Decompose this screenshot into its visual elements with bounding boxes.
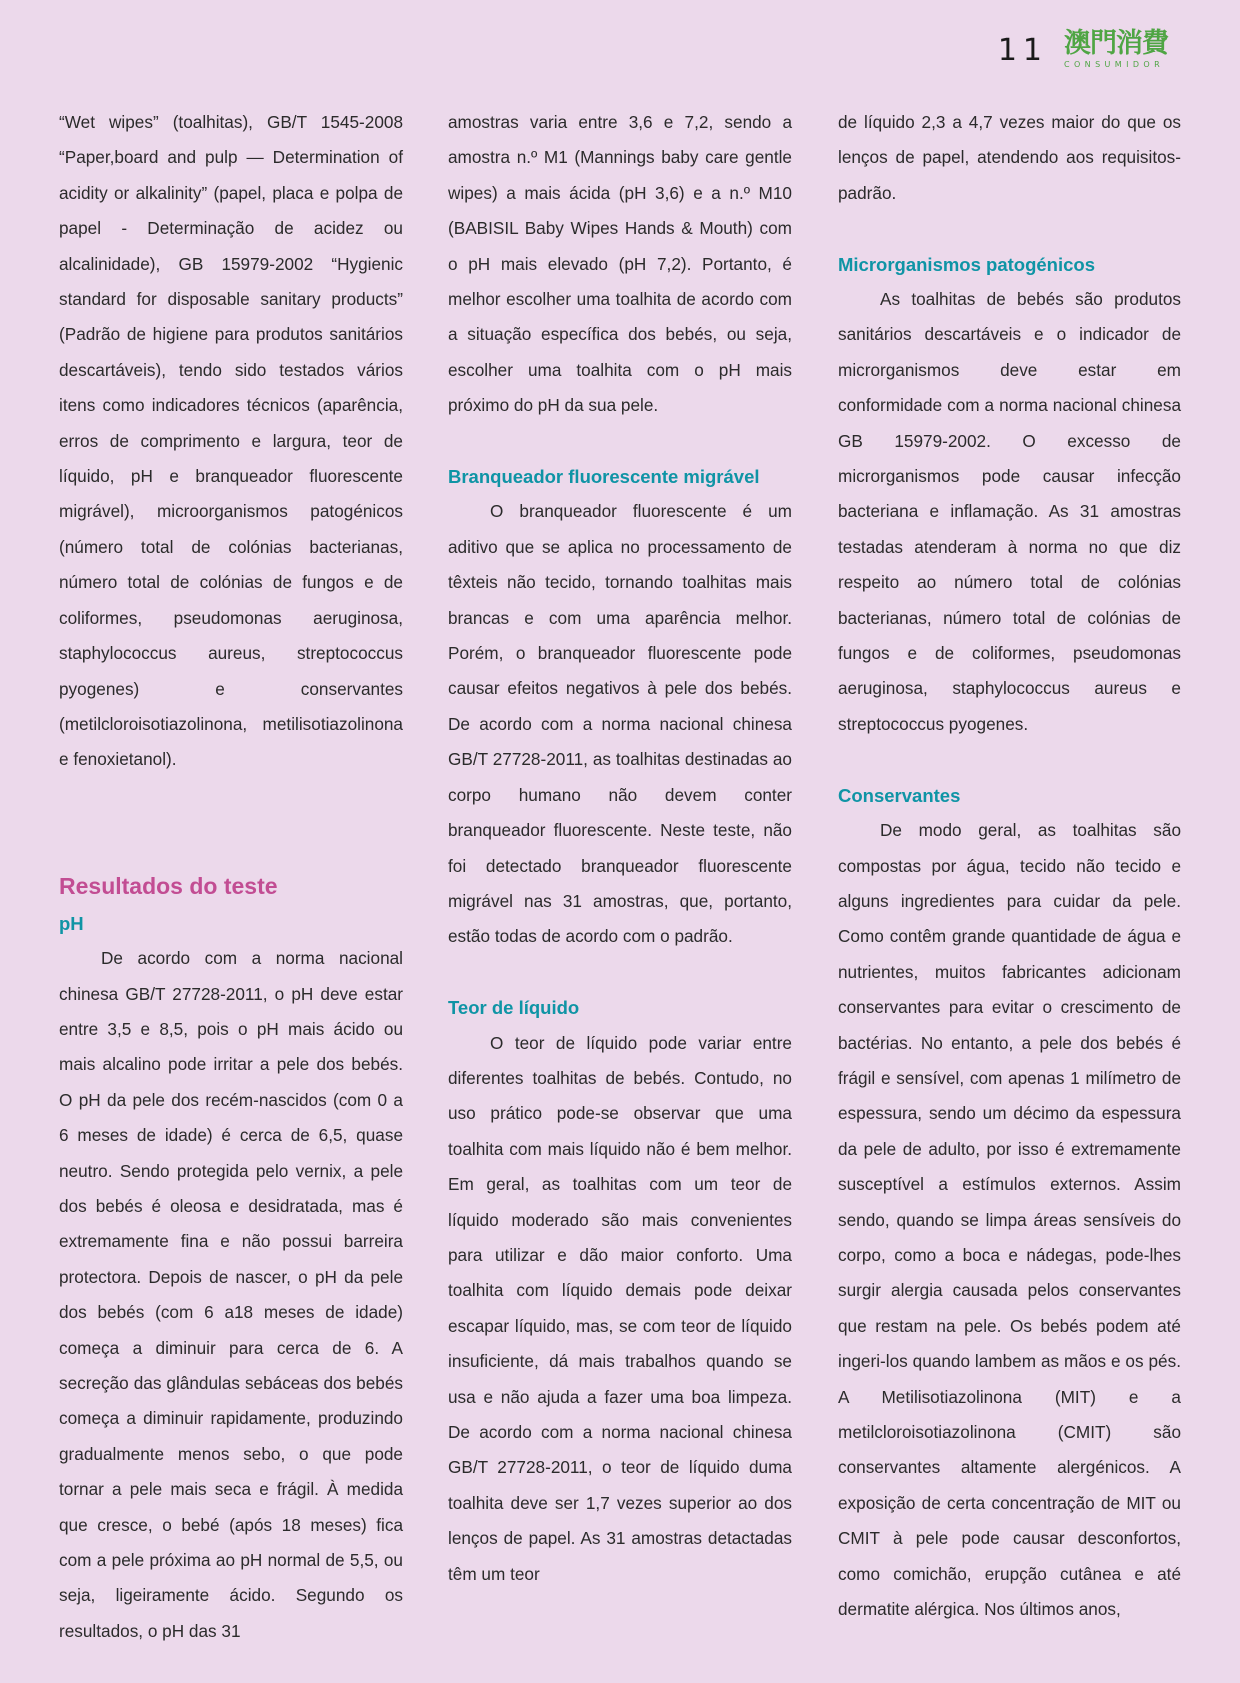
page-header — [998, 30, 1182, 80]
microorganisms-heading: Microrganismos patogénicos — [838, 253, 1095, 275]
logo-title: 澳門消費 — [1064, 28, 1168, 59]
fluorescent-heading: Branqueador fluorescente migrável — [448, 466, 760, 488]
preservatives-paragraph: De modo geral, as toalhitas são compostas por água, tecido não tecido e alguns ingredientes para cuidar da pele. Como contêm grande quantidade de água e nutrientes, muitos fabricantes adicionam conservantes para evitar o crescimento de bactérias. No entanto, a pele dos bebés é frágil e sensível, com apenas 1 milímetro de espessura, sendo um décimo da espessura da pele de adulto, por isso é extremamente susceptível a estímulos externos. Assim sendo, quando se limpa áreas sensíveis do corpo, como a boca e nádegas, pode-lhes surgir alergia causada pelos conservantes que restam na pele. Os bebés podem até ingeri-los quando lambem as mãos e os pés. A Metilisotiazolinona (MIT) e a metilcloroisotiazolinona (CMIT) são conservantes altamente alergénicos. A exposição de certa concentração de MIT ou CMIT à pele pode causar desconfortos, como comichão, erupção cutânea e até dermatite alérgica. Nos últimos anos, — [838, 820, 1181, 1620]
liquid-paragraph: O teor de líquido pode variar entre diferentes toalhitas de bebés. Contudo, no uso prático pode-se observar que uma toalhita com mais líquido não é bem melhor. Em geral, as toalhitas com um teor de líquido moderado são mais convenientes para utilizar e dão maior conforto. Uma toalhita com líquido demais pode deixar escapar líquido, mas, se com teor de líquido insuficiente, dá mais trabalhos quando se usa e não ajuda a fazer uma boa limpeza. De acordo com a norma nacional chinesa GB/T 27728-2011, o teor de líquido duma toalhita deve ser 1,7 vezes superior ao dos lenços de papel. As 31 amostras detactadas têm um teor — [448, 1032, 792, 1584]
liquid-paragraph-continued: de líquido 2,3 a 4,7 vezes maior do que os lenços de papel, atendendo aos requisitos-padrão. — [838, 112, 1181, 203]
results-heading: Resultados do teste — [59, 872, 278, 899]
column-1 — [59, 105, 403, 1649]
column-2 — [448, 105, 792, 1592]
column-3 — [838, 105, 1181, 1627]
liquid-heading: Teor de líquido — [448, 997, 580, 1019]
preservatives-heading: Conservantes — [838, 784, 961, 806]
intro-paragraph: “Wet wipes” (toalhitas), GB/T 1545-2008 “Paper,board and pulp — Determination of acidity or alkalinity” (papel, placa e polpa de papel - Determinação de acidez ou alcalinidade), GB 15979-2002 “Hygienic standard for disposable sanitary products” (Padrão de higiene para produtos sanitários descartáveis), tendo sido testados vários itens como indicadores técnicos (aparência, erros de comprimento e largura, teor de líquido, pH e branqueador fluorescente migrável), microorganismos patogénicos (número total de colónias bacterianas, número total de colónias de fungos e de coliformes, pseudomonas aeruginosa, staphylococcus aureus, streptococcus pyogenes) e conservantes (metilcloroisotiazolinona, metilisotiazolinona e fenoxietanol). — [59, 112, 403, 770]
microorganisms-paragraph: As toalhitas de bebés são produtos sanitários descartáveis e o indicador de microrganismos deve estar em conformidade com a norma nacional chinesa GB 15979-2002. O excesso de microrganismos pode causar infecção bacteriana e inflamação. As 31 amostras testadas atenderam à norma no que diz respeito ao número total de colónias bacterianas, número total de colónias de fungos e de coliformes, pseudomonas aeruginosa, staphylococcus aureus e streptococcus pyogenes. — [838, 289, 1181, 734]
consumidor-logo — [1064, 30, 1182, 78]
logo-subtitle: CONSUMIDOR — [1064, 60, 1165, 69]
ph-heading: pH — [59, 912, 84, 934]
ph-paragraph-continued: amostras varia entre 3,6 e 7,2, sendo a amostra n.º M1 (Mannings baby care gentle wipes) a mais ácida (pH 3,6) e a n.º M10 (BABISIL Baby Wipes Hands & Mouth) com o pH mais elevado (pH 7,2). Portanto, é melhor escolher uma toalhita de acordo com a situação específica dos bebés, ou seja, escolher uma toalhita com o pH mais próximo do pH da sua pele. — [448, 112, 792, 416]
page-number: 11 — [997, 33, 1048, 68]
ph-paragraph: De acordo com a norma nacional chinesa GB/T 27728-2011, o pH deve estar entre 3,5 e 8,5, pois o pH mais ácido ou mais alcalino pode irritar a pele dos bebés. O pH da pele dos recém-nascidos (com 0 a 6 meses de idade) é cerca de 6,5, quase neutro. Sendo protegida pelo vernix, a pele dos bebés é oleosa e desidratada, mas é extremamente fina e não possui barreira protectora. Depois de nascer, o pH da pele dos bebés (com 6 a18 meses de idade) começa a diminuir para cerca de 6. A secreção das glândulas sebáceas dos bebés começa a diminuir rapidamente, produzindo gradualmente menos sebo, o que pode tornar a pele mais seca e frágil. À medida que cresce, o bebé (após 18 meses) fica com a pele próxima ao pH normal de 5,5, ou seja, ligeiramente ácido. Segundo os resultados, o pH das 31 — [59, 948, 403, 1641]
fluorescent-paragraph: O branqueador fluorescente é um aditivo que se aplica no processamento de têxteis não tecido, tornando toalhitas mais brancas e com uma aparência melhor. Porém, o branqueador fluorescente pode causar efeitos negativos à pele dos bebés. De acordo com a norma nacional chinesa GB/T 27728-2011, as toalhitas destinadas ao corpo humano não devem conter branqueador fluorescente. Neste teste, não foi detectado branqueador fluorescente migrável nas 31 amostras, que, portanto, estão todas de acordo com o padrão. — [448, 501, 792, 947]
